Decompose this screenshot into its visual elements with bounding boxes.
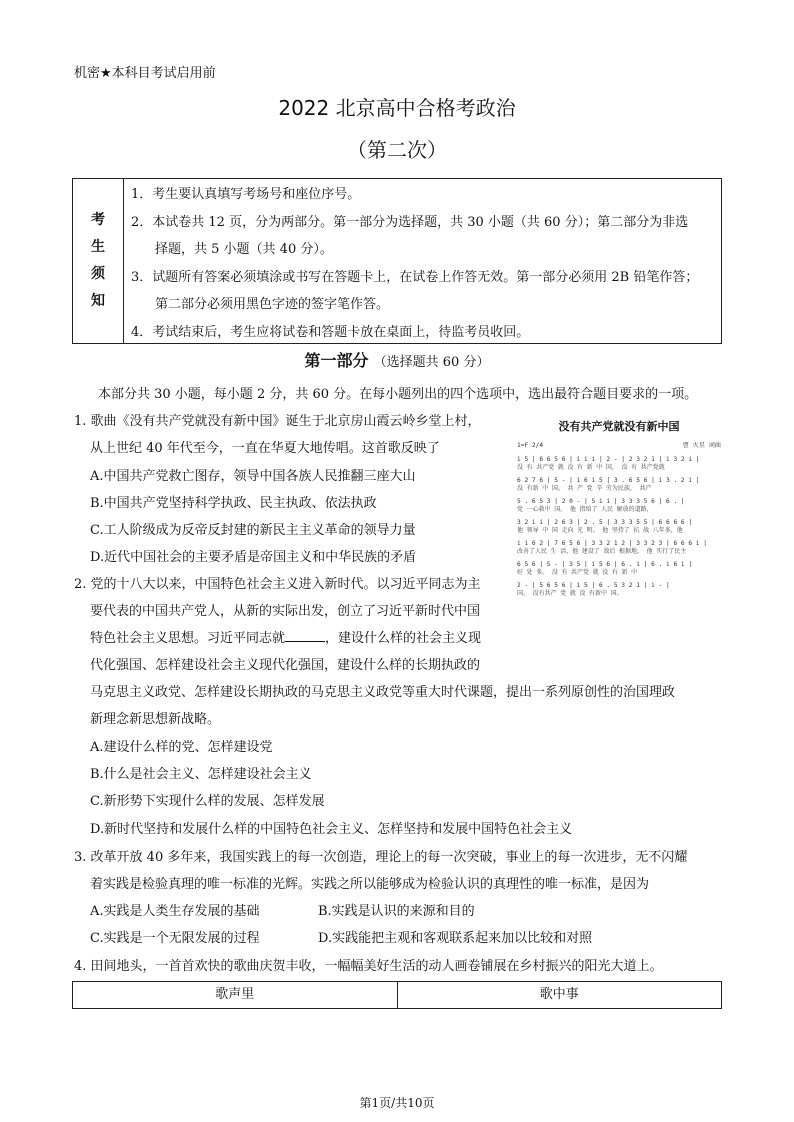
confidential-mark: 机密★本科目考试启用前 (74, 66, 216, 81)
exam-subtitle: （第二次） (347, 138, 447, 162)
notice-label-char: 生 (91, 239, 105, 255)
music-row: i i 6 2 | 7 6 5 6 | 3 3 2 1 2 | 3 3 2 3 | 6 6 6 i | 改善了人民 生 活，他 建设了 敌后 根据地， 他 实行了民主 (517, 540, 707, 555)
part-one-heading (0, 348, 794, 371)
part-title: 第一部分 (304, 351, 369, 370)
q2-option-b: B.什么是社会主义、怎样建设社会主义 (90, 767, 312, 782)
q3-option-d: D.实践能把主观和客观联系起来加以比较和对照 (318, 931, 593, 946)
notice-label-char: 知 (91, 293, 105, 309)
part-intro: 本部分共 30 小题，每小题 2 分，共 60 分。在每小题列出的四个选项中，选出最符合题目要求的一项。 (98, 387, 698, 402)
q3-option-c: C.实践是一个无限发展的过程 (90, 931, 260, 946)
q2-option-d: D.新时代坚持和发展什么样的中国特色社会主义、怎样坚持和发展中国特色社会主义 (90, 822, 573, 837)
notice-item: 3．试题所有答案必须填涂或书写在答题卡上，在试卷上作答无效。第一部分必须用 2B 铅笔作答； 第二部分必须用黑色字迹的签字笔作答。 (131, 269, 699, 312)
part-note: （选择题共 60 分） (373, 355, 490, 370)
q3-option-a: A.实践是人类生存发展的基础 (90, 904, 260, 919)
q2-option-a: A.建设什么样的党、怎样建设党 (90, 740, 273, 755)
notice-item: 1．考生要认真填写考场号和座位序号。 (131, 187, 361, 202)
q4-stem: 4. 田间地头，一首首欢快的歌曲庆贺丰收，一幅幅美好生活的动人画卷铺展在乡村振兴的阳光大道上。 (74, 959, 663, 974)
q1-stem-cont: 从上世纪 40 年代至今，一直在华夏大地传唱。这首歌反映了 (90, 441, 440, 456)
music-row: i 5 | 6 6 5 6 | i i i | 2 - | 2 3 2 1 | i 3 2 i | 没 有 共产党 就 没 有 新 中 国， 没 有 共产党就 (517, 456, 700, 471)
candidate-notice-box (72, 178, 722, 344)
q2-stem-cont: 新理念新思想新战略。 (90, 712, 221, 727)
notice-label-char: 须 (91, 266, 105, 282)
notice-item: 4．考试结束后，考生应将试卷和答题卡放在桌面上，待监考员收回。 (131, 324, 530, 340)
music-row: 2 - | 5 6 5 6 | i 5 | 6 . 5 3 2 1 | i - | 国， 没有共产 党 就 没 有新中 国。 (517, 582, 670, 597)
q2-stem-blank-line: 特色社会主义思想。习近平同志就 ，建设什么样的社会主义现 (90, 631, 482, 646)
music-row: 6 2 7 6 | 5 - | i 6 i 5 | 3 . 6 5 6 | i 3 . 2 i | 没 有新 中 国。 共 产 党 辛 劳为民族， 共产 (517, 477, 700, 492)
music-row: 3 2 i i | 2 6 3 | 2 . 5 | 3 3 3 5 5 | 6 6 6 6 | 他 领导 中 国 走向 光 明。 他 坚持了 抗 战 八年多，他 (517, 519, 693, 534)
q1-option-a: A.中国共产党救亡图存，领导中国各族人民推翻三座大山 (90, 469, 416, 484)
music-key: 1=F 2/4 (517, 442, 544, 449)
q3-option-b: B.实践是认识的来源和目的 (318, 904, 475, 919)
q1-stem: 1. 歌曲《没有共产党就没有新中国》诞生于北京房山霞云岭乡堂上村， (74, 414, 481, 429)
q3-stem-cont: 着实践是检验真理的唯一标准的光辉。实践之所以能够成为检验认识的真理性的唯一标准，是因为 (90, 877, 650, 892)
q2-stem-cont: 要代表的中国共产党人，从新的实际出发，创立了习近平新时代中国 (90, 604, 481, 619)
notice-items (123, 179, 721, 348)
q1-option-c: C.工人阶级成为反帝反封建的新民主主义革命的领导力量 (90, 523, 416, 538)
q4-table-header: 歌声里 (73, 982, 398, 1008)
music-composer: 曹 火星 词曲 (682, 442, 721, 449)
answer-blank (285, 629, 325, 642)
q4-table-header: 歌中事 (539, 987, 579, 1002)
notice-item: 2．本试卷共 12 页，分为两部分。第一部分为选择题，共 30 小题（共 60 分）；第二部分为非选 择题，共 5 小题（共 40 分）。 (131, 214, 689, 257)
notice-label (73, 179, 124, 343)
music-row: 6 5 6 | 5 - | 3 5 | i 5 6 | 6 . i | 6 . i 6 i | 好 处 多。 没 有 共产党 就 没 有 新 中 (517, 561, 693, 576)
q2-stem-cont: 代化强国、怎样建设社会主义现代化强国，建设什么样的长期执政的 (90, 658, 481, 673)
page-number: 第1页/共10页 (359, 1096, 435, 1110)
notice-label-char: 考 (91, 212, 105, 228)
q1-option-d: D.近代中国社会的主要矛盾是帝国主义和中华民族的矛盾 (90, 550, 417, 565)
q1-option-b: B.中国共产党坚持科学执政、民主执政、依法执政 (90, 496, 377, 511)
q4-table (72, 981, 722, 1009)
q2-stem: 2. 党的十八大以来，中国特色社会主义进入新时代。以习近平同志为主 (74, 577, 481, 592)
q2-option-c: C.新形势下实现什么样的发展、怎样发展 (90, 794, 325, 809)
q3-stem: 3. 改革开放 40 多年来，我国实践上的每一次创造，理论上的每一次突破，事业上的每一次进步，无不闪耀 (74, 850, 688, 865)
q2-stem-cont: 马克思主义政党、怎样建设长期执政的马克思主义政党等重大时代课题，提出一系列原创性的治国理政 (90, 685, 676, 700)
exam-title: 2022 北京高中合格考政治 (278, 96, 516, 120)
music-row: 5 . 6 5 3 | 2 0 - | 5 i i | 3 3 3 5 6 | 6 . | 党 一心救中 国。 他 指给了 人民 解放的道路， (517, 498, 685, 513)
music-score-figure (517, 418, 721, 668)
music-title: 没有共产党就没有新中国 (558, 420, 680, 433)
